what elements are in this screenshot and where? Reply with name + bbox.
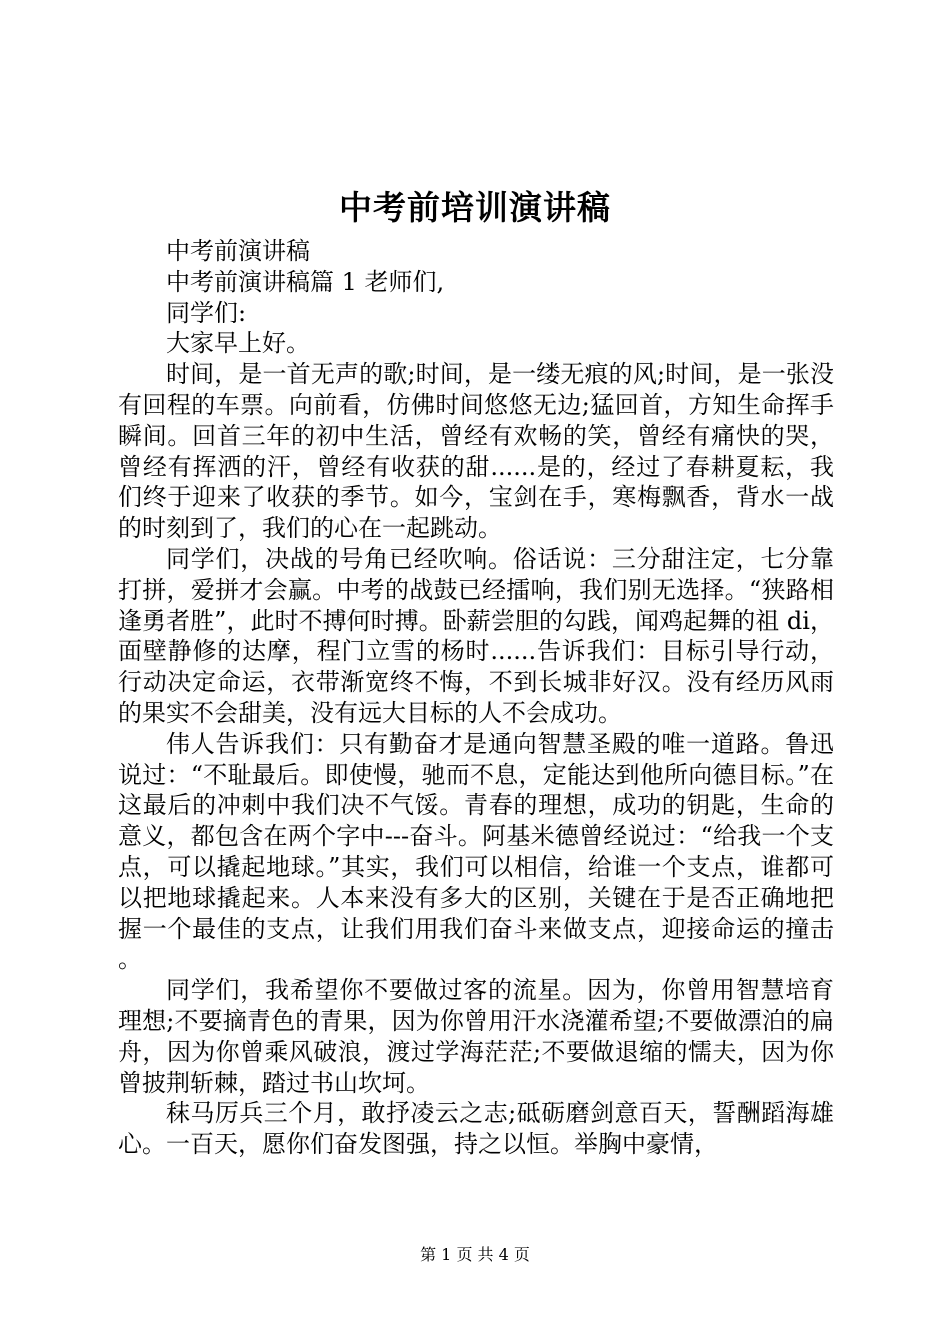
paragraph-time: 时间，是一首无声的歌;时间，是一缕无痕的风;时间，是一张没有回程的车票。向前看，仿佛时间悠悠无边;猛回首，方知生命挥手瞬间。回首三年的初中生活，曾经有欢畅的笑，曾经有痛快的哭，曾经有挥洒的汗，曾经有收获的甜......是的，经过了春耕夏耘，我们终于迎来了收获的季节。如今，宝剑在手，寒梅飘香，背水一战的时刻到了，我们的心在一起跳动。 (118, 360, 834, 543)
paragraph-heading: 中考前演讲稿篇 1 老师们, (166, 267, 445, 296)
paragraph-diligence: 伟人告诉我们：只有勤奋才是通向智慧圣殿的唯一道路。鲁迅说过：“不耻最后。即使慢，驰而不息，定能达到他所向德目标。”在这最后的冲刺中我们决不气馁。青春的理想，成功的钥匙，生命的意义，都包含在两个字中---奋斗。阿基米德曾经说过：“给我一个支点，可以撬起地球。”其实，我们可以相信，给谁一个支点，谁都可以把地球撬起来。人本来没有多大的区别，关键在于是否正确地把握一个最佳的支点，让我们用我们奋斗来做支点，迎接命运的撞击。 (118, 729, 834, 974)
document-body (118, 236, 834, 1160)
paragraph-salutation: 同学们: (166, 298, 247, 327)
paragraph-hundred-days: 秣马厉兵三个月，敢抒凌云之志;砥砺磨剑意百天，誓酬蹈海雄心。一百天，愿你们奋发图强，持之以恒。举胸中豪情， (118, 1099, 834, 1159)
page-footer: 第 1 页 共 4 页 (420, 1245, 530, 1264)
document-title: 中考前培训演讲稿 (339, 188, 611, 227)
paragraph-battle: 同学们，决战的号角已经吹响。俗话说：三分甜注定，七分靠打拼，爱拼才会赢。中考的战鼓已经擂响，我们别无选择。“狭路相逢勇者胜”，此时不搏何时搏。卧薪尝胆的勾践，闻鸡起舞的祖 di，面壁静修的达摩，程门立雪的杨时......告诉我们：目标引导行动，行动决定命运，衣带渐宽终不悔，不到长城非好汉。没有经历风雨的果实不会甜美，没有远大目标的人不会成功。 (118, 544, 834, 727)
paragraph-hope: 同学们，我希望你不要做过客的流星。因为，你曾用智慧培育理想;不要摘青色的青果，因为你曾用汗水浇灌希望;不要做漂泊的扁舟，因为你曾乘风破浪，渡过学海茫茫;不要做退缩的懦夫，因为你曾披荆斩棘，踏过书山坎坷。 (118, 976, 834, 1097)
paragraph-subtitle: 中考前演讲稿 (166, 237, 310, 265)
paragraph-greeting: 大家早上好。 (166, 329, 310, 358)
